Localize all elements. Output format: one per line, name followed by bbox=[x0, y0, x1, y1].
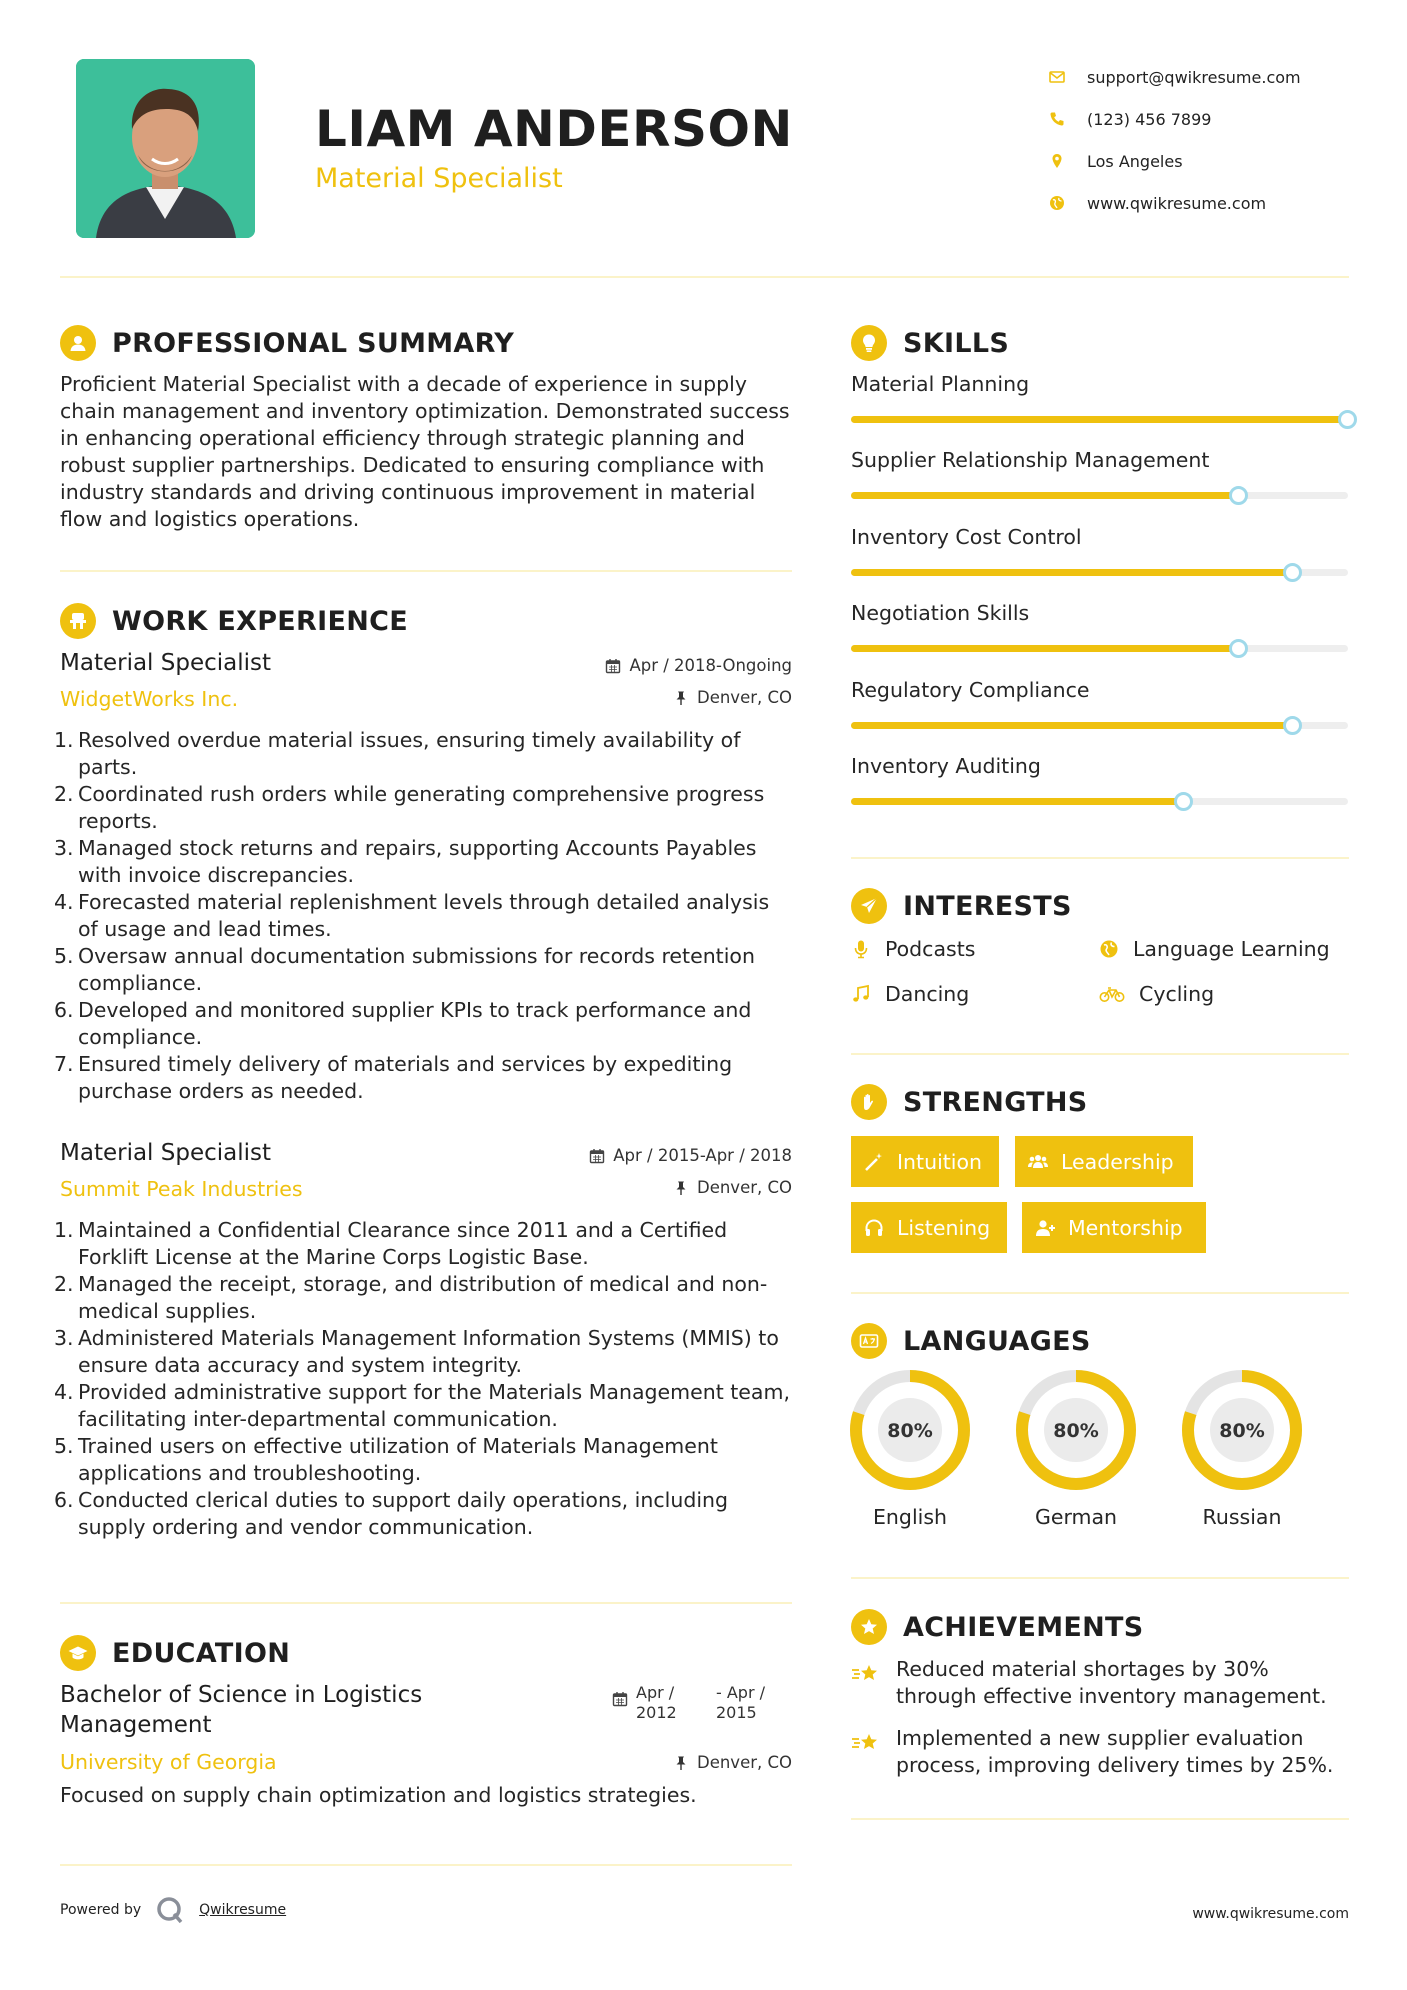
summary-title: PROFESSIONAL SUMMARY bbox=[112, 327, 515, 359]
job-location-text: Denver, CO bbox=[696, 1178, 792, 1197]
header-divider bbox=[60, 276, 1349, 278]
map-pin-icon bbox=[1049, 153, 1087, 169]
powered-by-text: Powered by bbox=[60, 1902, 142, 1918]
job-date bbox=[605, 656, 792, 675]
contact-location-text: Los Angeles bbox=[1087, 151, 1183, 171]
job-location-text: Denver, CO bbox=[696, 688, 792, 707]
skill-item bbox=[851, 447, 1349, 523]
job-location bbox=[673, 1178, 792, 1197]
education-description: Focused on supply chain optimization and logistics strategies. bbox=[60, 1783, 697, 1807]
skills-heading bbox=[851, 325, 1009, 361]
achievement-item bbox=[851, 1725, 1351, 1779]
globe-icon bbox=[1049, 195, 1087, 211]
job-bullet: 3. Administered Materials Management Information Systems (MMIS) to ensure data accuracy and system integrity. bbox=[54, 1326, 779, 1377]
achievements-title: ACHIEVEMENTS bbox=[903, 1611, 1144, 1643]
job-title: Material Specialist bbox=[60, 1140, 272, 1166]
footer-powered-by bbox=[60, 1895, 286, 1925]
interest-label: Language Learning bbox=[1133, 937, 1330, 961]
user-icon bbox=[60, 325, 96, 361]
brand-link[interactable]: Qwikresume bbox=[199, 1902, 287, 1918]
shooting-star-icon bbox=[851, 1731, 881, 1755]
summary-text: Proficient Material Specialist with a decade of experience in supply chain management and inventory optimization. Demonstrated success in enhancing operational efficiency through strategic planning and robust supplier partnerships. Dedicated to ensuring compliance with industry standards and driving continuous improvement in material flow and logistics operations. bbox=[60, 372, 790, 531]
job-bullet: 7. Ensured timely delivery of materials and services by expediting purchase orders as needed. bbox=[54, 1052, 733, 1103]
language-name: English bbox=[872, 1505, 948, 1529]
language-percent: 80% bbox=[1219, 1420, 1265, 1442]
interests-heading bbox=[851, 888, 1072, 924]
language-ring bbox=[848, 1368, 972, 1492]
candidate-name: LIAM ANDERSON bbox=[315, 100, 793, 158]
summary-divider bbox=[60, 570, 792, 572]
language-ring bbox=[1180, 1368, 1304, 1492]
skill-label: Inventory Auditing bbox=[851, 753, 1041, 778]
language-percent: 80% bbox=[1053, 1420, 1099, 1442]
skill-item bbox=[851, 371, 1349, 447]
headphones-icon bbox=[863, 1217, 885, 1239]
skill-bar-knob bbox=[1283, 716, 1302, 735]
job-title: Material Specialist bbox=[60, 650, 272, 676]
job-bullet: 5. Trained users on effective utilization of Materials Management applications and troubleshooting. bbox=[54, 1434, 718, 1485]
skill-label: Inventory Cost Control bbox=[851, 524, 1082, 549]
education-date bbox=[612, 1683, 786, 1723]
qwikresume-logo-icon bbox=[155, 1895, 185, 1925]
skill-bar-knob bbox=[1229, 486, 1248, 505]
skill-bar-fill bbox=[851, 798, 1184, 805]
education-location-text: Denver, CO bbox=[696, 1753, 792, 1772]
strength-label: Mentorship bbox=[1068, 1215, 1183, 1240]
magic-wand-icon bbox=[863, 1151, 885, 1173]
skill-item bbox=[851, 524, 1349, 600]
contact-email[interactable] bbox=[1049, 56, 1389, 98]
job-bullet: 4. Provided administrative support for the Materials Management team, facilitating inter-departmental communication. bbox=[54, 1380, 790, 1431]
skills-divider bbox=[851, 857, 1349, 859]
skill-bar-knob bbox=[1283, 563, 1302, 582]
candidate-role: Material Specialist bbox=[315, 163, 563, 194]
job-entry bbox=[54, 1140, 792, 1560]
skill-bar bbox=[851, 645, 1348, 652]
achievements-heading bbox=[851, 1609, 1144, 1645]
job-bullet: 1. Maintained a Confidential Clearance since 2011 and a Certified Forklift License at the Marine Corps Logistic Base. bbox=[54, 1218, 728, 1269]
skill-bar-fill bbox=[851, 416, 1348, 423]
strength-label: Intuition bbox=[897, 1149, 983, 1174]
contact-phone[interactable] bbox=[1049, 98, 1389, 140]
music-note-icon bbox=[851, 984, 871, 1004]
contact-email-text: support@qwikresume.com bbox=[1087, 67, 1301, 87]
job-bullet: 2. Coordinated rush orders while generating comprehensive progress reports. bbox=[54, 782, 765, 833]
education-title: EDUCATION bbox=[112, 1637, 291, 1669]
graduation-cap-icon bbox=[60, 1635, 96, 1671]
language-ring bbox=[1014, 1368, 1138, 1492]
languages-heading bbox=[851, 1323, 1091, 1359]
job-entry bbox=[54, 650, 792, 1103]
strengths-heading bbox=[851, 1084, 1088, 1120]
languages-title: LANGUAGES bbox=[903, 1325, 1091, 1357]
job-bullet: 6. Developed and monitored supplier KPIs to track performance and compliance. bbox=[54, 998, 752, 1049]
profile-photo bbox=[76, 59, 255, 238]
skill-item bbox=[851, 753, 1349, 829]
experience-heading bbox=[60, 603, 408, 639]
strengths-title: STRENGTHS bbox=[903, 1086, 1088, 1118]
education-location bbox=[673, 1753, 792, 1772]
pushpin-icon bbox=[673, 690, 689, 706]
calendar-icon bbox=[612, 1691, 628, 1707]
skill-label: Material Planning bbox=[851, 372, 1030, 396]
school-name: University of Georgia bbox=[60, 1750, 277, 1774]
language-name: German bbox=[1034, 1505, 1118, 1529]
briefcase-icon bbox=[60, 603, 96, 639]
skill-item bbox=[851, 600, 1349, 676]
job-bullets bbox=[54, 727, 790, 1105]
skill-item bbox=[851, 677, 1349, 753]
strengths-divider bbox=[851, 1292, 1349, 1294]
skill-bar bbox=[851, 416, 1348, 423]
interests-title: INTERESTS bbox=[903, 890, 1072, 922]
skill-bar bbox=[851, 569, 1348, 576]
strength-label: Leadership bbox=[1061, 1149, 1174, 1174]
strength-tag bbox=[1022, 1202, 1206, 1253]
skill-label: Negotiation Skills bbox=[851, 601, 1030, 626]
globe-icon bbox=[1099, 939, 1119, 959]
pushpin-icon bbox=[673, 1755, 689, 1771]
job-bullet: 2. Managed the receipt, storage, and distribution of medical and non-medical supplies. bbox=[54, 1272, 768, 1323]
language-item bbox=[848, 1368, 972, 1529]
bicycle-icon bbox=[1099, 984, 1125, 1004]
envelope-icon bbox=[1049, 69, 1087, 85]
education-divider bbox=[60, 1864, 792, 1866]
contact-website-text: www.qwikresume.com bbox=[1087, 193, 1267, 213]
job-bullet: 5. Oversaw annual documentation submissions for records retention compliance. bbox=[54, 944, 755, 995]
strength-tag bbox=[851, 1202, 1007, 1253]
skill-label: Regulatory Compliance bbox=[851, 677, 1090, 702]
star-badge-icon bbox=[851, 1609, 887, 1645]
calendar-icon bbox=[589, 1148, 605, 1164]
achievements-list bbox=[851, 1656, 1351, 1779]
job-bullets bbox=[54, 1217, 790, 1541]
job-company: WidgetWorks Inc. bbox=[60, 687, 239, 711]
skill-bar bbox=[851, 722, 1348, 729]
strength-tag bbox=[1015, 1136, 1193, 1187]
skill-bar-fill bbox=[851, 722, 1293, 729]
skill-bar-knob bbox=[1338, 410, 1357, 429]
interest-item bbox=[851, 982, 969, 1006]
contact-phone-text: (123) 456 7899 bbox=[1087, 109, 1212, 129]
language-name: Russian bbox=[1202, 1505, 1282, 1529]
lightbulb-icon bbox=[851, 325, 887, 361]
degree-title: Bachelor of Science in Logistics Management bbox=[60, 1682, 423, 1738]
skill-bar-fill bbox=[851, 645, 1239, 652]
job-company: Summit Peak Industries bbox=[60, 1177, 303, 1201]
shooting-star-icon bbox=[851, 1662, 881, 1686]
user-plus-icon bbox=[1034, 1217, 1056, 1239]
achievement-item bbox=[851, 1656, 1351, 1710]
pushpin-icon bbox=[673, 1180, 689, 1196]
interest-label: Cycling bbox=[1139, 982, 1215, 1006]
languages-divider bbox=[851, 1577, 1349, 1579]
group-icon bbox=[1027, 1151, 1049, 1173]
achievements-divider bbox=[851, 1818, 1349, 1820]
interest-label: Dancing bbox=[885, 982, 970, 1006]
education-date-start: Apr / 2012 bbox=[636, 1683, 677, 1722]
skills-title: SKILLS bbox=[903, 327, 1010, 359]
job-location bbox=[673, 688, 792, 707]
footer-website[interactable]: www.qwikresume.com bbox=[1192, 1906, 1349, 1922]
hand-icon bbox=[851, 1084, 887, 1120]
job-bullet: 6. Conducted clerical duties to support daily operations, including supply ordering and vendor communication. bbox=[54, 1488, 729, 1539]
language-item bbox=[1180, 1368, 1304, 1529]
interest-item bbox=[1099, 937, 1330, 961]
paper-plane-icon bbox=[851, 888, 887, 924]
education-heading bbox=[60, 1635, 290, 1671]
microphone-icon bbox=[851, 939, 871, 959]
skills-list bbox=[851, 371, 1349, 829]
achievement-text: Reduced material shortages by 30% through effective inventory management. bbox=[896, 1657, 1327, 1708]
job-bullet: 1. Resolved overdue material issues, ensuring timely availability of parts. bbox=[54, 728, 741, 779]
contact-location bbox=[1049, 140, 1389, 182]
job-date bbox=[589, 1146, 792, 1165]
language-item bbox=[1014, 1368, 1138, 1529]
skill-bar-knob bbox=[1229, 639, 1248, 658]
job-date-text: Apr / 2015-Apr / 2018 bbox=[613, 1146, 792, 1165]
interest-label: Podcasts bbox=[885, 937, 976, 961]
language-percent: 80% bbox=[887, 1420, 933, 1442]
job-date-text: Apr / 2018-Ongoing bbox=[629, 656, 792, 675]
strength-tag bbox=[851, 1136, 999, 1187]
skill-bar-fill bbox=[851, 569, 1293, 576]
translate-icon bbox=[851, 1323, 887, 1359]
skill-bar-fill bbox=[851, 492, 1239, 499]
summary-heading bbox=[60, 325, 514, 361]
skill-bar-knob bbox=[1174, 792, 1193, 811]
experience-divider bbox=[60, 1602, 792, 1604]
contact-list bbox=[1049, 56, 1389, 224]
phone-icon bbox=[1049, 111, 1087, 127]
strength-label: Listening bbox=[897, 1215, 991, 1240]
interests-divider bbox=[851, 1053, 1349, 1055]
experience-title: WORK EXPERIENCE bbox=[112, 605, 408, 637]
job-bullet: 3. Managed stock returns and repairs, supporting Accounts Payables with invoice discrepancies. bbox=[54, 836, 757, 887]
skill-bar bbox=[851, 798, 1348, 805]
interest-item bbox=[1099, 982, 1214, 1006]
education-date-end: - Apr / 2015 bbox=[716, 1683, 766, 1722]
calendar-icon bbox=[605, 658, 621, 674]
interest-item bbox=[851, 937, 975, 961]
contact-website[interactable] bbox=[1049, 182, 1389, 224]
education-entry bbox=[60, 1680, 792, 1810]
achievement-text: Implemented a new supplier evaluation process, improving delivery times by 25%. bbox=[896, 1726, 1334, 1777]
job-bullet: 4. Forecasted material replenishment levels through detailed analysis of usage and lead times. bbox=[54, 890, 770, 941]
skill-label: Supplier Relationship Management bbox=[851, 448, 1210, 473]
skill-bar bbox=[851, 492, 1348, 499]
